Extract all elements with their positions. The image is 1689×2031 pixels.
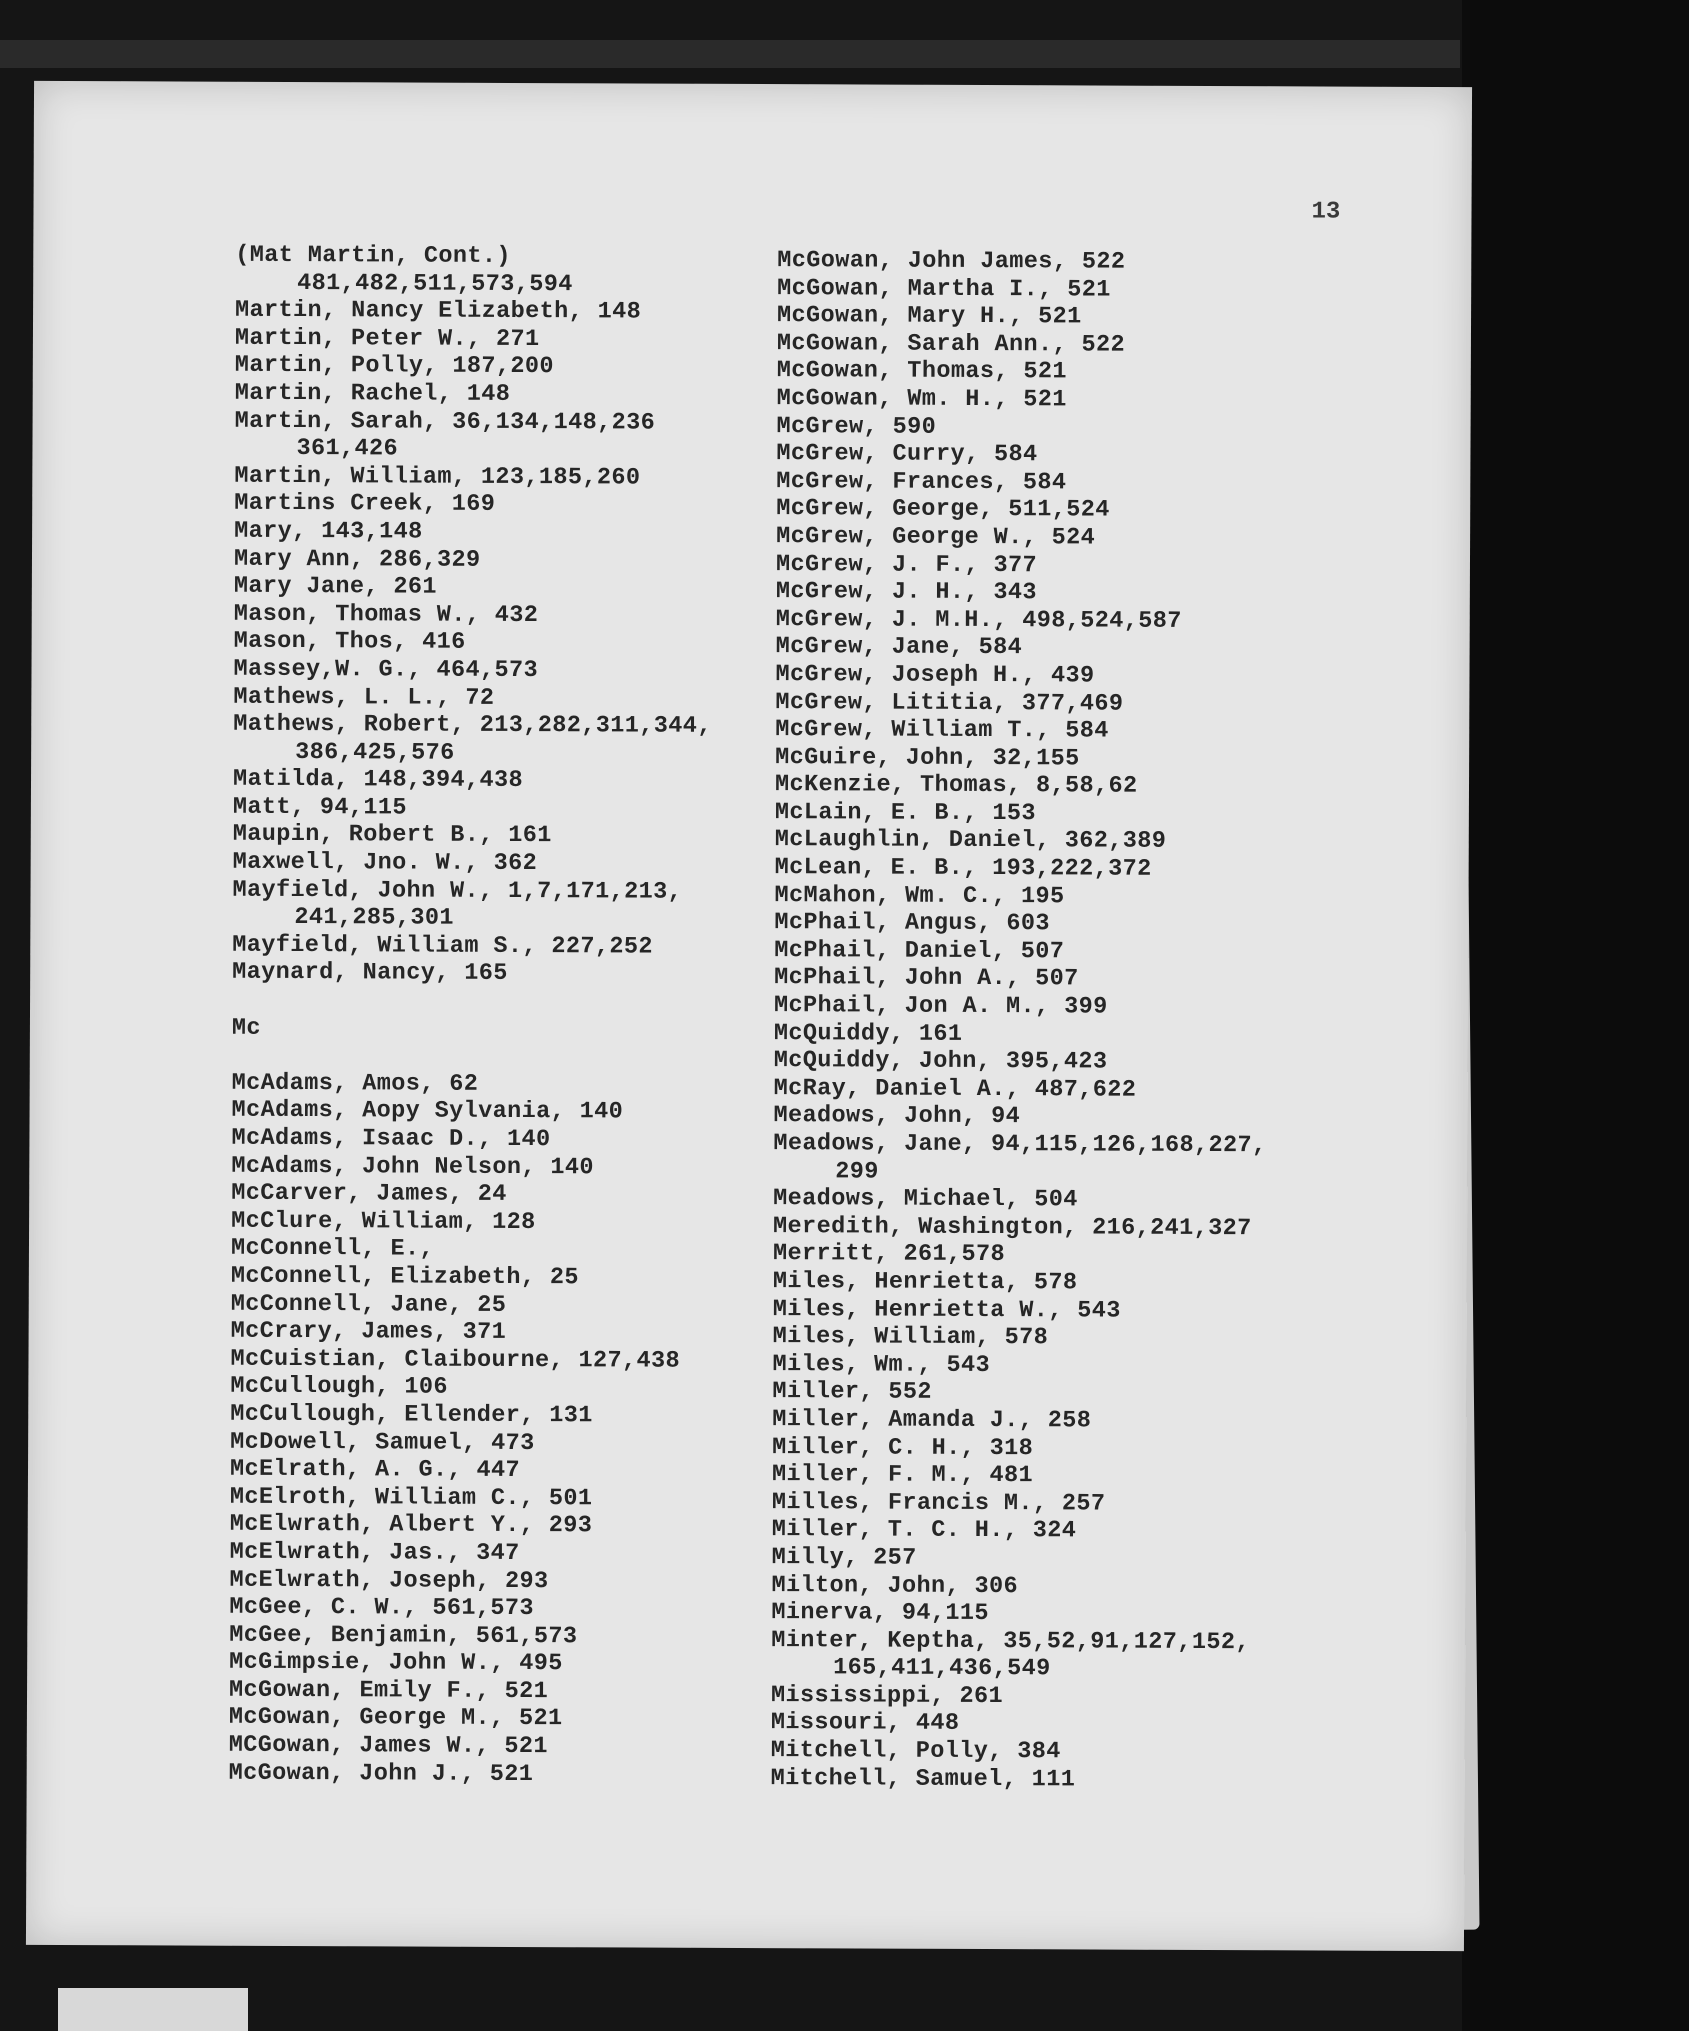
index-entry: McGowan, Emily F., 521 — [228, 1676, 549, 1706]
index-entry: McLain, E. B., 153 — [774, 798, 1036, 828]
index-entry-continuation: 299 — [835, 1157, 879, 1186]
document-page — [26, 81, 1472, 1951]
index-entry: Martin, Polly, 187,200 — [234, 352, 554, 381]
index-entry: McConnell, E., — [230, 1235, 435, 1264]
index-entry: Merritt, 261,578 — [772, 1240, 1006, 1269]
index-entry: Maynard, Nancy, 165 — [232, 959, 508, 988]
page-number: 13 — [1311, 198, 1341, 226]
index-entry: McGrew, William T., 584 — [775, 716, 1109, 745]
index-entry: Martin, Nancy Elizabeth, 148 — [235, 296, 642, 326]
index-entry: McGowan, Sarah Ann., 522 — [776, 329, 1126, 359]
index-entry: McConnell, Elizabeth, 25 — [230, 1262, 579, 1292]
index-entry: McGrew, Joseph H., 439 — [775, 661, 1095, 690]
index-entry: McGowan, Martha I., 521 — [777, 274, 1111, 304]
index-entry: Miller, 552 — [772, 1378, 932, 1407]
index-entry: McElwrath, Joseph, 293 — [229, 1566, 549, 1595]
index-entry: McPhail, Daniel, 507 — [774, 936, 1065, 966]
index-entry: Miles, Henrietta W., 543 — [772, 1295, 1121, 1325]
index-entry: McElrath, A. G., 447 — [229, 1455, 521, 1485]
index-entry: McQuiddy, John, 395,423 — [773, 1047, 1108, 1076]
index-entry: Mary, 143,148 — [234, 517, 423, 546]
index-entry: McElwrath, Albert Y., 293 — [229, 1511, 593, 1540]
index-entry-continuation: 241,285,301 — [294, 904, 455, 932]
index-entry: McGee, Benjamin, 561,573 — [229, 1621, 578, 1650]
index-entry: McGowan, George M., 521 — [228, 1704, 563, 1733]
index-entry: Matilda, 148,394,438 — [232, 766, 524, 795]
index-entry: McCuistian, Claibourne, 127,438 — [230, 1345, 681, 1375]
index-entry: Miles, Henrietta, 578 — [772, 1268, 1078, 1297]
index-entry-continuation: 481,482,511,573,594 — [297, 269, 573, 298]
index-entry: Miles, Wm., 543 — [772, 1350, 991, 1379]
index-entry: Mc — [231, 1014, 262, 1042]
index-entry: McGrew, Jane, 584 — [775, 633, 1023, 662]
index-entry: MCGowan, James W., 521 — [228, 1731, 548, 1761]
index-entry: McGrew, Frances, 584 — [776, 467, 1067, 497]
index-entry: Mary Jane, 261 — [233, 572, 437, 601]
index-entry: McGrew, J. F., 377 — [775, 550, 1038, 579]
scan-frame-right-edge — [1462, 0, 1689, 2031]
scan-frame-bottom-strip — [58, 1988, 248, 2031]
index-entry: Minter, Keptha, 35,52,91,127,152, — [771, 1626, 1250, 1656]
index-entry: Martin, Sarah, 36,134,148,236 — [234, 407, 656, 437]
index-entry: Mitchell, Polly, 384 — [770, 1737, 1061, 1766]
index-entry-continuation: 386,425,576 — [295, 738, 455, 767]
index-entry: McGowan, John James, 522 — [777, 247, 1126, 276]
index-entry: McPhail, Jon A. M., 399 — [773, 992, 1108, 1021]
blank-line — [232, 1042, 711, 1072]
index-entry: McAdams, Isaac D., 140 — [231, 1124, 551, 1154]
index-entry: Matt, 94,115 — [232, 793, 407, 822]
index-entry: McAdams, John Nelson, 140 — [231, 1152, 594, 1181]
index-entry: Massey,W. G., 464,573 — [233, 655, 539, 684]
right-index-column — [771, 247, 1271, 1794]
index-entry: (Mat Martin, Cont.) — [235, 241, 511, 270]
index-entry: Meadows, Michael, 504 — [773, 1185, 1078, 1214]
index-entry: Meadows, John, 94 — [773, 1102, 1021, 1131]
index-entry: McPhail, John A., 507 — [774, 964, 1079, 993]
index-entry: Mississippi, 261 — [770, 1681, 1004, 1710]
index-entry: McAdams, Aopy Sylvania, 140 — [231, 1097, 624, 1126]
index-entry: Minerva, 94,115 — [771, 1599, 990, 1628]
index-entry: Milton, John, 306 — [771, 1571, 1019, 1600]
index-entry: McCullough, 106 — [230, 1373, 448, 1402]
index-entry: McCrary, James, 371 — [230, 1317, 507, 1347]
index-entry: Martins Creek, 169 — [234, 490, 496, 519]
index-entry-continuation: 361,426 — [296, 435, 399, 463]
index-entry: Mason, Thos, 416 — [233, 628, 466, 657]
index-entry: Mathews, Robert, 213,282,311,344, — [233, 710, 712, 740]
index-entry: McAdams, Amos, 62 — [231, 1069, 479, 1098]
scan-frame-top-edge — [0, 40, 1460, 68]
index-entry: McQuiddy, 161 — [773, 1019, 963, 1048]
index-entry: Meredith, Washington, 216,241,327 — [773, 1212, 1252, 1242]
index-entry: McGrew, J. M.H., 498,524,587 — [775, 605, 1182, 635]
index-entry: McCarver, James, 24 — [231, 1179, 507, 1209]
index-entry: McKenzie, Thomas, 8,58,62 — [774, 771, 1138, 800]
index-entry: Maxwell, Jno. W., 362 — [232, 848, 538, 878]
index-entry: McGrew, George, 511,524 — [776, 495, 1110, 524]
index-entry: McGimpsie, John W., 495 — [229, 1649, 563, 1678]
index-entry: Miller, C. H., 318 — [772, 1433, 1034, 1462]
index-entry: McMahon, Wm. C., 195 — [774, 881, 1065, 911]
index-entry: McGrew, J. H., 343 — [775, 578, 1037, 607]
index-entry: McGowan, Thomas, 521 — [776, 357, 1067, 386]
index-entry: McElroth, William C., 501 — [229, 1483, 593, 1513]
index-entry: McCullough, Ellender, 131 — [230, 1400, 593, 1430]
index-entry: Mitchell, Samuel, 111 — [770, 1764, 1076, 1794]
index-entry: McConnell, Jane, 25 — [230, 1290, 507, 1319]
index-entry: McGee, C. W., 561,573 — [229, 1593, 535, 1623]
index-entry: McGrew, George W., 524 — [776, 523, 1096, 552]
index-entry: Meadows, Jane, 94,115,126,168,227, — [773, 1130, 1267, 1160]
index-entry: Miller, F. M., 481 — [771, 1461, 1034, 1490]
index-entry: Maupin, Robert B., 161 — [232, 821, 552, 850]
index-entry: Mason, Thomas W., 432 — [233, 600, 539, 629]
index-entry: McGrew, 590 — [776, 412, 937, 441]
index-entry-continuation: 165,411,436,549 — [833, 1654, 1051, 1683]
index-entry: McRay, Daniel A., 487,622 — [773, 1074, 1137, 1104]
index-entry: McGrew, Lititia, 377,469 — [775, 688, 1124, 718]
index-entry: Martin, William, 123,185,260 — [234, 462, 641, 492]
index-entry: Mayfield, William S., 227,252 — [232, 931, 653, 961]
index-entry: McElwrath, Jas., 347 — [229, 1538, 520, 1567]
index-entry: Mary Ann, 286,329 — [233, 545, 481, 574]
index-entry: Miller, Amanda J., 258 — [772, 1406, 1092, 1435]
index-entry: Mathews, L. L., 72 — [233, 683, 495, 712]
index-entry: Milles, Francis M., 257 — [771, 1488, 1106, 1518]
index-entry: McGowan, John J., 521 — [228, 1759, 534, 1788]
index-entry: Miller, T. C. H., 324 — [771, 1516, 1077, 1545]
left-index-column — [229, 242, 714, 1789]
index-entry: Mayfield, John W., 1,7,171,213, — [232, 876, 683, 906]
index-entry: McGowan, Wm. H., 521 — [776, 385, 1067, 414]
index-entry: Martin, Rachel, 148 — [234, 379, 511, 408]
index-entry: Martin, Peter W., 271 — [234, 324, 540, 353]
index-entry: McPhail, Angus, 603 — [774, 909, 1051, 938]
index-entry: McClure, William, 128 — [231, 1207, 536, 1236]
blank-line — [232, 987, 711, 1017]
index-entry: McGuire, John, 32,155 — [775, 743, 1080, 773]
index-entry: McGrew, Curry, 584 — [776, 440, 1038, 469]
index-entry: McGowan, Mary H., 521 — [776, 302, 1082, 331]
index-entry: Missouri, 448 — [770, 1709, 960, 1738]
index-entry: McDowell, Samuel, 473 — [230, 1428, 535, 1457]
index-entry: Miles, William, 578 — [772, 1323, 1049, 1352]
index-entry: McLaughlin, Daniel, 362,389 — [774, 826, 1167, 856]
index-entry: McLean, E. B., 193,222,372 — [774, 854, 1152, 883]
index-entry: Milly, 257 — [771, 1544, 917, 1572]
